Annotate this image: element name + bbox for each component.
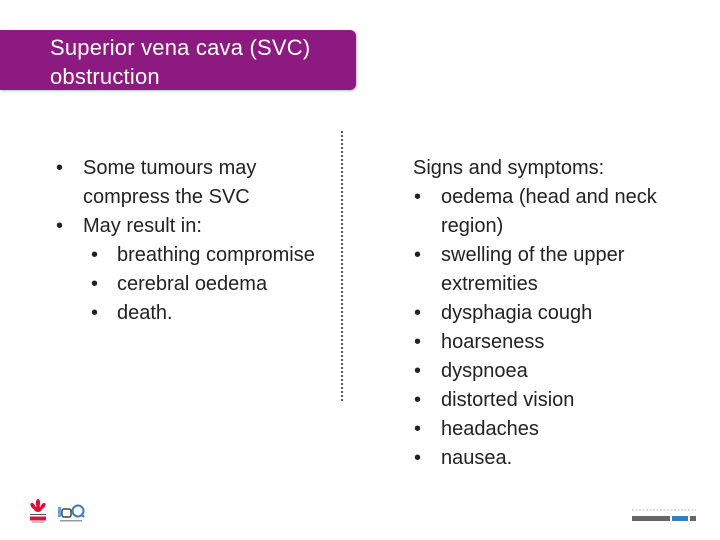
- list-item: • nausea.: [413, 444, 713, 473]
- sub-list-item: • death.: [55, 299, 330, 328]
- list-item: • Some tumours may compress the SVC: [55, 154, 330, 212]
- nsw-waratah-logo: [27, 498, 49, 524]
- list-item: • dyspnoea: [413, 357, 713, 386]
- signs-heading: Signs and symptoms:: [413, 157, 605, 179]
- column-divider: [341, 131, 343, 402]
- slide-title: Superior vena cava (SVC) obstruction: [50, 35, 311, 89]
- list-item: • headaches: [413, 415, 713, 444]
- list-item: • May result in:: [55, 212, 330, 241]
- list-item: • swelling of the upper extremities: [413, 241, 713, 299]
- list-item: • dysphagia cough: [413, 299, 713, 328]
- right-column: [413, 154, 713, 473]
- left-column: [55, 154, 330, 328]
- cq-logo: [58, 503, 86, 525]
- list-item: • hoarseness: [413, 328, 713, 357]
- sub-list-item: • breathing compromise: [55, 241, 330, 270]
- sub-list-item: • cerebral oedema: [55, 270, 330, 299]
- list-item: • oedema (head and neck region): [413, 183, 713, 241]
- list-item: • distorted vision: [413, 386, 713, 415]
- cancer-institute-logo: [630, 508, 698, 524]
